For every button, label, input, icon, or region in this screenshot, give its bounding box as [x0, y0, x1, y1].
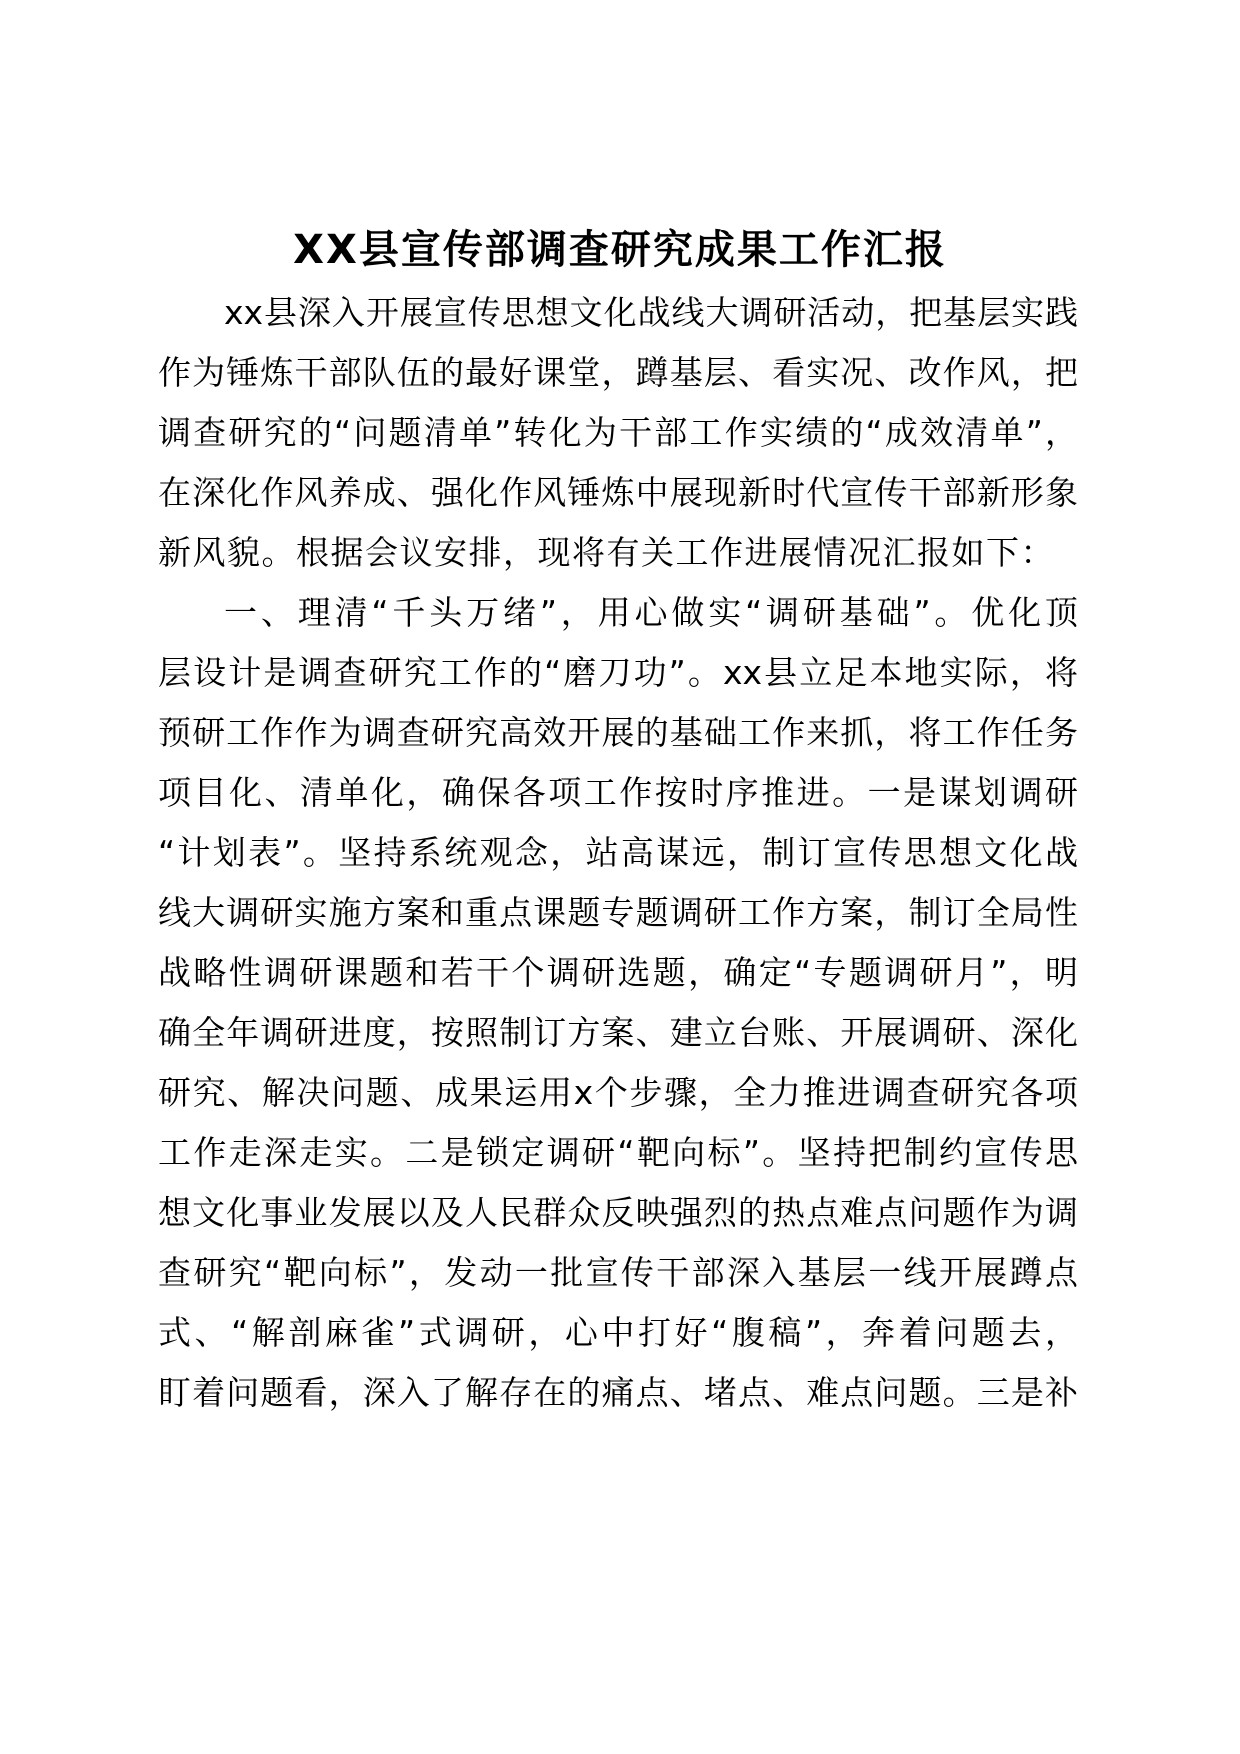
paragraph-line: 新风貌。根据会议安排，现将有关工作进展情况汇报如下：	[158, 533, 1055, 572]
paragraph-line: 确全年调研进度，按照制订方案、建立台账、开展调研、深化	[158, 1013, 1078, 1052]
paragraph-line: 工作走深走实。二是锁定调研“靶向标”。坚持把制约宣传思	[158, 1133, 1078, 1172]
paragraph-line: 式、“解剖麻雀”式调研，心中打好“腹稿”，奔着问题去，	[158, 1313, 1078, 1352]
paragraph-line: 作为锤炼干部队伍的最好课堂，蹲基层、看实况、改作风，把	[158, 353, 1078, 392]
paragraph-line: “计划表”。坚持系统观念，站高谋远，制订宣传思想文化战	[158, 833, 1078, 872]
paragraph-line: 盯着问题看，深入了解存在的痛点、堵点、难点问题。三是补	[158, 1373, 1078, 1412]
paragraph-line: 调查研究的“问题清单”转化为干部工作实绩的“成效清单”，	[158, 413, 1078, 452]
paragraph-line: 研究、解决问题、成果运用x个步骤，全力推进调查研究各项	[158, 1073, 1078, 1112]
document-title: XX县宣传部调查研究成果工作汇报	[293, 227, 947, 273]
paragraph-line: 预研工作作为调查研究高效开展的基础工作来抓，将工作任务	[158, 713, 1078, 752]
paragraph-line: 想文化事业发展以及人民群众反映强烈的热点难点问题作为调	[158, 1193, 1078, 1232]
paragraph-line: xx县深入开展宣传思想文化战线大调研活动，把基层实践	[224, 293, 1078, 332]
paragraph-line: 在深化作风养成、强化作风锤炼中展现新时代宣传干部新形象	[158, 473, 1078, 512]
paragraph-line: 一、理清“千头万绪”，用心做实“调研基础”。优化顶	[224, 593, 1078, 632]
paragraph-line: 层设计是调查研究工作的“磨刀功”。xx县立足本地实际，将	[158, 653, 1078, 692]
paragraph-line: 查研究“靶向标”，发动一批宣传干部深入基层一线开展蹲点	[158, 1253, 1078, 1292]
paragraph-line: 战略性调研课题和若干个调研选题，确定“专题调研月”，明	[158, 953, 1078, 992]
paragraph-line: 线大调研实施方案和重点课题专题调研工作方案，制订全局性	[158, 893, 1078, 932]
paragraph-line: 项目化、清单化，确保各项工作按时序推进。一是谋划调研	[158, 773, 1078, 812]
